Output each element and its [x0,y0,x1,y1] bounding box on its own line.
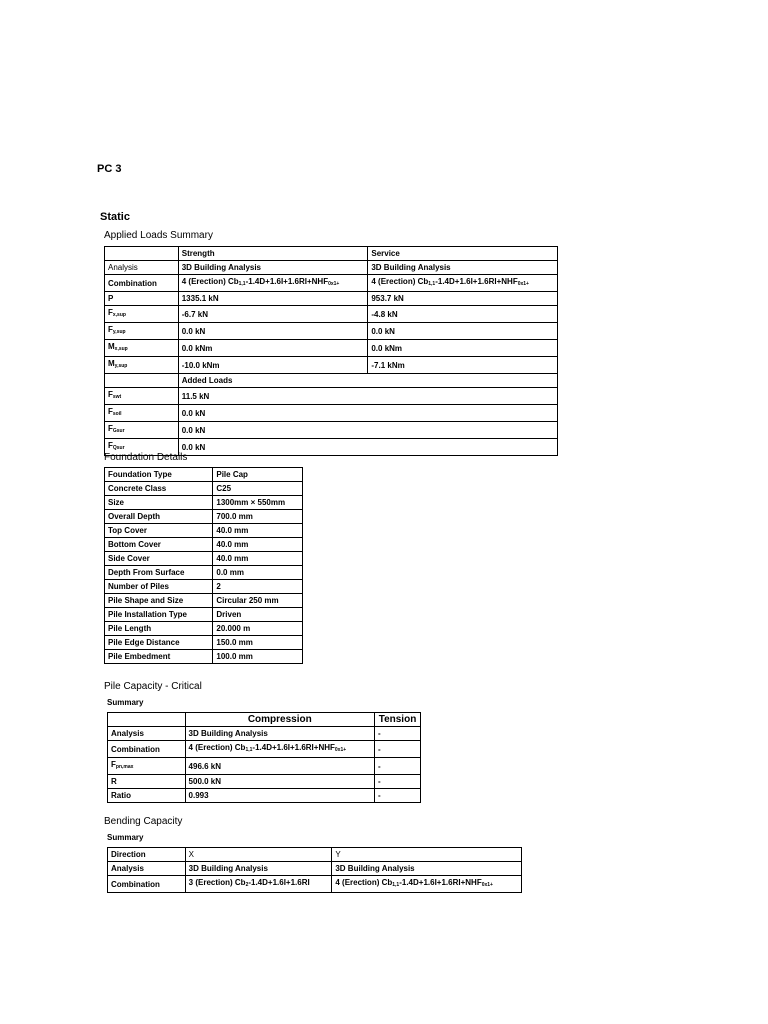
row-label: R [108,775,186,789]
table-row [105,524,303,538]
service-value: 3D Building Analysis [368,261,558,275]
tension-value: - [375,789,421,803]
table-row [105,552,303,566]
row-value: 150.0 mm [213,636,303,650]
added-value: 11.5 kN [178,388,557,405]
pile-capacity-table [107,712,421,803]
service-value: 4 (Erection) $Cb_{1,1}-1.4D+1.6I+1.6RI+NHF_{0x1+}$ [368,275,558,292]
row-value: 40.0 mm [213,552,303,566]
service-value: -7.1 kNm [368,357,558,374]
row-label: Side Cover [105,552,213,566]
row-label: Pile Embedment [105,650,213,664]
row-label: Pile Installation Type [105,608,213,622]
header-strength: Strength [178,247,368,261]
service-value: 0.0 kN [368,323,558,340]
row-label: Analysis [108,862,186,876]
table-row [105,422,558,439]
row-value: 100.0 mm [213,650,303,664]
tension-value: - [375,727,421,741]
table-row [105,482,303,496]
foundation-table [104,467,303,664]
table-row [105,340,558,357]
table-row [105,510,303,524]
static-heading: Static [100,211,130,223]
strength-value: 3D Building Analysis [178,261,368,275]
row-label: Number of Piles [105,580,213,594]
row-value: 40.0 mm [213,524,303,538]
y-value: 3D Building Analysis [332,862,522,876]
tension-value: - [375,758,421,775]
row-label: Combination [108,741,186,758]
table-row [108,876,522,893]
strength-value: 0.0 kNm [178,340,368,357]
compression-value: 3D Building Analysis [185,727,374,741]
pile-capacity-heading: Pile Capacity - Critical [104,681,202,692]
row-label: Bottom Cover [105,538,213,552]
row-label: $F_{swt}$ [105,388,179,405]
tension-value: - [375,741,421,758]
header-cell [105,247,179,261]
row-value: Circular 250 mm [213,594,303,608]
foundation-heading: Foundation Details [104,452,188,463]
table-header-row [108,713,421,727]
header-cell [105,374,179,388]
compression-value: 4 (Erection) $Cb_{1,1}-1.4D+1.6I+1.6RI+NHF_{0x1+}$ [185,741,374,758]
strength-value: -6.7 kN [178,306,368,323]
added-value: 0.0 kN [178,405,557,422]
row-label: Depth From Surface [105,566,213,580]
row-value: Driven [213,608,303,622]
applied-loads-heading: Applied Loads Summary [104,230,213,241]
row-label: Size [105,496,213,510]
table-row [105,323,558,340]
table-row [105,608,303,622]
table-row [105,580,303,594]
table-header-row [105,247,558,261]
row-label: Pile Edge Distance [105,636,213,650]
strength-value: -10.0 kNm [178,357,368,374]
strength-value: 4 (Erection) $Cb_{1,1}-1.4D+1.6I+1.6RI+NHF_{0x1+}$ [178,275,368,292]
row-label: Ratio [108,789,186,803]
row-value: 2 [213,580,303,594]
service-value: 0.0 kNm [368,340,558,357]
y-value: 4 (Erection) $Cb_{1,1}-1.4D+1.6I+1.6RI+NHF_{0x1+}$ [332,876,522,893]
applied-loads-table [104,246,558,456]
compression-value: 500.0 kN [185,775,374,789]
compression-value: 496.6 kN [185,758,374,775]
table-row [105,261,558,275]
row-value: 1300mm × 550mm [213,496,303,510]
row-value: 0.0 mm [213,566,303,580]
table-row [108,789,421,803]
table-row [108,775,421,789]
table-row [105,496,303,510]
row-label: $F_{soil}$ [105,405,179,422]
row-label: Pile Shape and Size [105,594,213,608]
header-cell [108,713,186,727]
table-header-row [108,848,522,862]
strength-value: 0.0 kN [178,323,368,340]
row-label: Combination [108,876,186,893]
header-service: Service [368,247,558,261]
bending-summary-heading: Summary [107,833,144,842]
table-row [105,306,558,323]
row-label: $F_{pn,max}$ [108,758,186,775]
bending-capacity-table [107,847,522,893]
table-row [105,622,303,636]
service-value: 953.7 kN [368,292,558,306]
x-value: 3D Building Analysis [185,862,332,876]
table-row [108,727,421,741]
table-row [105,388,558,405]
table-row [105,405,558,422]
header-y: Y [332,848,522,862]
row-label: $M_{y,sup}$ [105,357,179,374]
row-value: 40.0 mm [213,538,303,552]
row-label: Analysis [108,727,186,741]
row-value: 700.0 mm [213,510,303,524]
row-label: Top Cover [105,524,213,538]
table-row [105,566,303,580]
row-label: $F_{y,sup}$ [105,323,179,340]
row-label: $M_{x,sup}$ [105,340,179,357]
table-row [105,594,303,608]
row-label: Pile Length [105,622,213,636]
table-row [105,636,303,650]
table-row [105,357,558,374]
table-row [108,758,421,775]
row-label: $F_{x,sup}$ [105,306,179,323]
strength-value: 1335.1 kN [178,292,368,306]
row-value: C25 [213,482,303,496]
header-direction: Direction [108,848,186,862]
bending-capacity-heading: Bending Capacity [104,816,183,827]
header-compression: Compression [185,713,374,727]
row-label: Overall Depth [105,510,213,524]
header-x: X [185,848,332,862]
table-row [105,468,303,482]
row-label: Analysis [105,261,179,275]
row-label: P [105,292,179,306]
row-label: Foundation Type [105,468,213,482]
row-label: $F_{Qsur}$ [105,439,179,456]
table-row [108,741,421,758]
page-title: PC 3 [97,163,122,175]
row-label: Concrete Class [105,482,213,496]
row-label: Combination [105,275,179,292]
service-value: -4.8 kN [368,306,558,323]
table-row [108,862,522,876]
compression-value: 0.993 [185,789,374,803]
table-row [105,650,303,664]
table-row [105,275,558,292]
table-row [105,538,303,552]
row-label: $F_{Gsur}$ [105,422,179,439]
table-row [105,292,558,306]
tension-value: - [375,775,421,789]
added-value: 0.0 kN [178,439,557,456]
pile-summary-heading: Summary [107,698,144,707]
header-added-loads: Added Loads [178,374,557,388]
added-value: 0.0 kN [178,422,557,439]
added-loads-header-row [105,374,558,388]
row-value: 20.000 m [213,622,303,636]
x-value: 3 (Erection) $Cb_2-1.4D+1.6I+1.6RI$ [185,876,332,893]
header-tension: Tension [375,713,421,727]
row-value: Pile Cap [213,468,303,482]
